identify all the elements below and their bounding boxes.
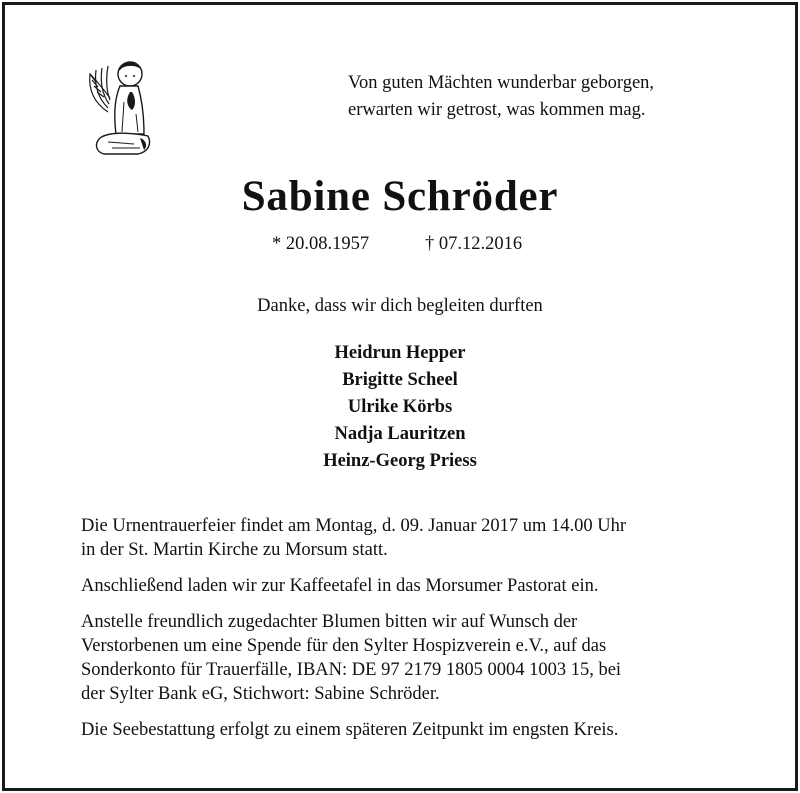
- deceased-name: Sabine Schröder: [241, 173, 559, 220]
- donation-notice: Anstelle freundlich zugedachter Blumen bitten wir auf Wunsch der Verstorbenen um eine Spende für den Sylter Hospizverein e.V., auf das Sonderkonto für Trauerfälle, IBAN: DE 97 2179 1805 0004 1003 15, bei der Sylter Bank eG, Stichwort: Sabine Schröder.: [81, 612, 622, 704]
- signer-list: [0, 340, 800, 475]
- coffee-reception-notice: Anschließend laden wir zur Kaffeetafel in das Morsumer Pastorat ein.: [81, 576, 599, 596]
- birth-date: * 20.08.1957: [272, 234, 370, 254]
- kneeling-angel-icon: [78, 52, 164, 162]
- death-date: † 07.12.2016: [425, 234, 523, 254]
- sea-burial-notice: Die Seebestattung erfolgt zu einem späteren Zeitpunkt im engsten Kreis.: [81, 720, 619, 740]
- signer-name: Heinz-Georg Priess: [323, 451, 477, 471]
- verse-quote: Von guten Mächten wunderbar geborgen, erwarten wir getrost, was kommen mag.: [348, 73, 655, 120]
- signer-name: Ulrike Körbs: [347, 397, 453, 417]
- thanks-line: Danke, dass wir dich begleiten durften: [257, 296, 543, 316]
- life-dates: [0, 234, 800, 258]
- notice-section: [81, 514, 741, 754]
- signer-name: Heidrun Hepper: [334, 343, 466, 363]
- funeral-service-notice: Die Urnentrauerfeier findet am Montag, d. 09. Januar 2017 um 14.00 Uhr in der St. Martin Kirche zu Morsum statt.: [81, 516, 627, 560]
- signer-name: Brigitte Scheel: [342, 370, 458, 390]
- signer-name: Nadja Lauritzen: [334, 424, 466, 444]
